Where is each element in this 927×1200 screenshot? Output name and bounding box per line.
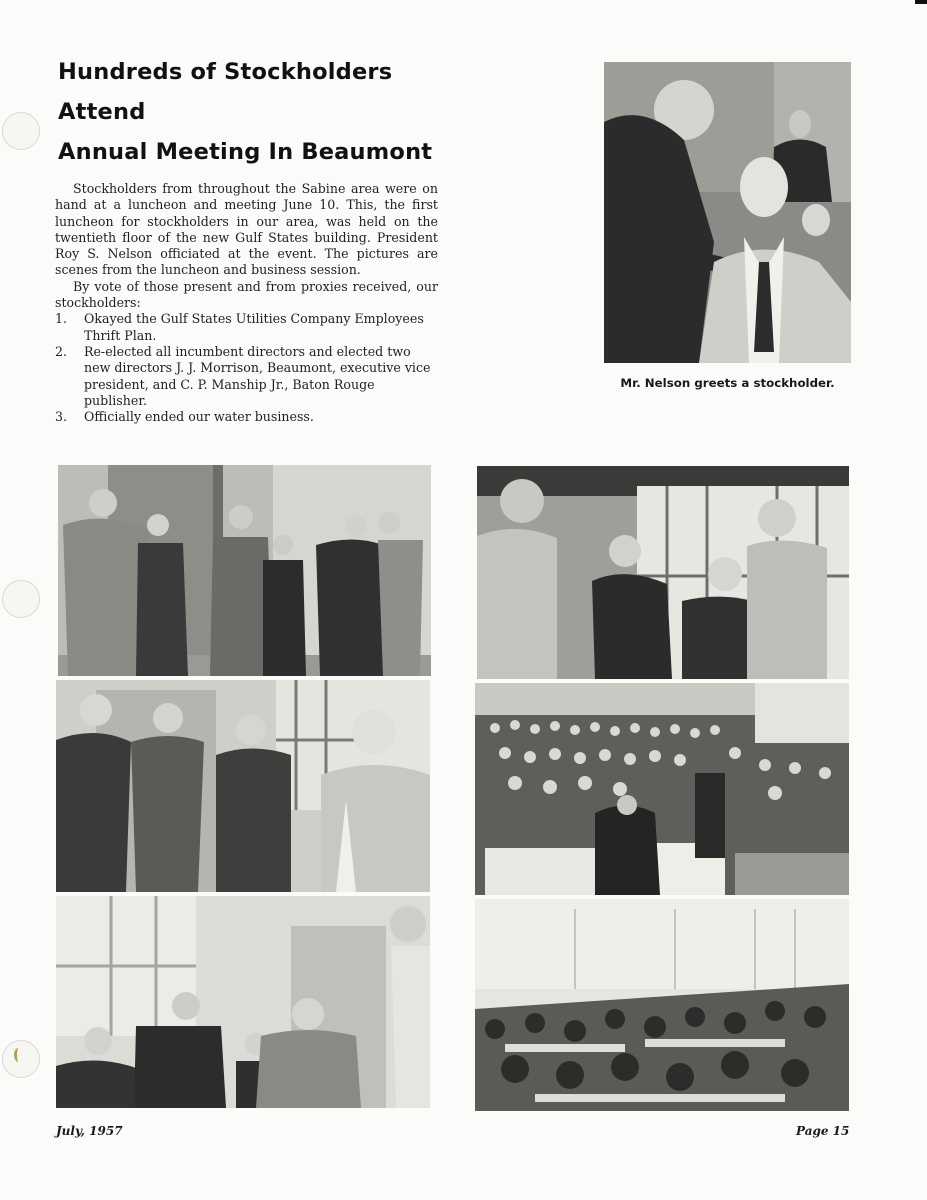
action-number: 3.: [55, 409, 68, 425]
business-session-photo: [475, 683, 849, 895]
luncheon-tables-photo: [475, 899, 849, 1111]
body-paragraph-1: Stockholders from throughout the Sabine area were on hand at a luncheon and meeting June 10. This, the first luncheon for stockholders in our area, was held on the twentieth floor of the new Gulf States building. President Roy S. Nelson officiated at the event. The pictures are scenes from the luncheon and business session.: [55, 181, 438, 278]
page-number: Page 15: [796, 1124, 850, 1138]
action-text: Re-elected all incumbent directors and elected two new directors J. J. Morrison, Beaumont, executive vice president, and C. P. Manship Jr., Baton Rouge publisher.: [84, 343, 431, 408]
issue-date: July, 1957: [56, 1124, 123, 1138]
stockholder-actions-list: [55, 311, 438, 425]
doorway-group-photo: [58, 465, 431, 676]
scan-corner-mark: [915, 0, 927, 4]
binder-hole-mark: [14, 1048, 23, 1062]
four-men-window-photo: [56, 680, 430, 892]
hallway-greeting-photo: [56, 896, 430, 1108]
article-body: [55, 181, 438, 425]
article-headline: [58, 52, 478, 172]
action-item-1: [55, 311, 438, 344]
action-number: 1.: [55, 311, 68, 327]
headline-line-2: Annual Meeting In Beaumont: [58, 139, 433, 165]
action-text: Okayed the Gulf States Utilities Company Employees Thrift Plan.: [84, 311, 424, 343]
nelson-greeting-photo: [604, 62, 851, 363]
men-by-windows-photo: [477, 466, 849, 679]
action-item-2: [55, 344, 438, 409]
action-number: 2.: [55, 343, 68, 359]
action-text: Officially ended our water business.: [84, 409, 314, 425]
photo-caption: Mr. Nelson greets a stockholder.: [620, 376, 835, 390]
action-item-3: [55, 409, 438, 425]
binder-hole-top: [2, 112, 40, 150]
headline-line-1: Hundreds of Stockholders Attend: [58, 59, 393, 125]
binder-hole-middle: [2, 580, 40, 618]
body-paragraph-2: By vote of those present and from proxies received, our stockholders:: [55, 278, 438, 311]
